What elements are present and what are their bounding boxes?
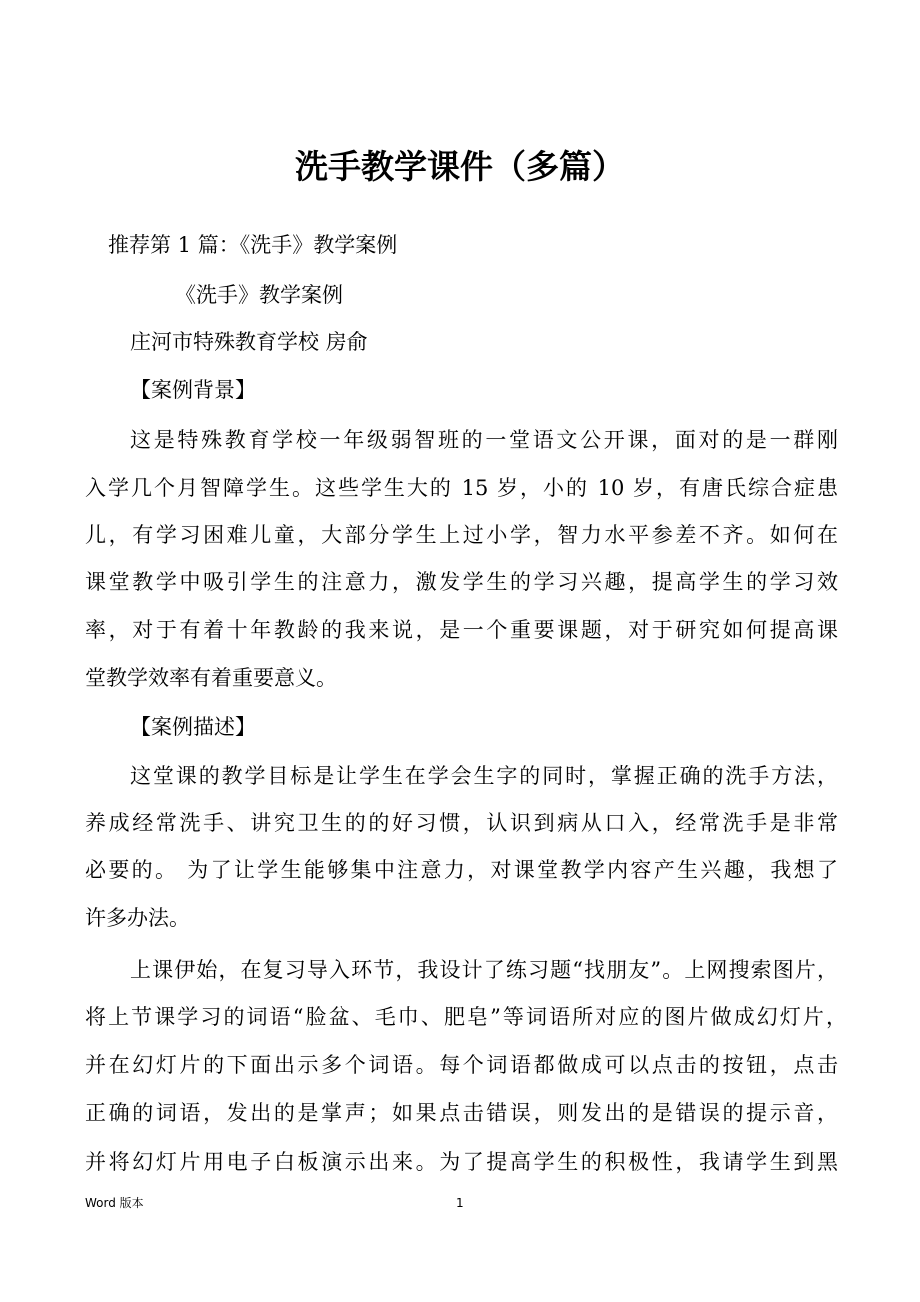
paragraph-line: 这堂课的教学目标是让学生在学会生字的同时，掌握正确的洗手方法， bbox=[130, 764, 838, 788]
paragraph-line: 入学几个月智障学生。这些学生大的 15 岁，小的 10 岁，有唐氏综合症患 bbox=[85, 476, 838, 500]
section-heading-description: 【案例描述】 bbox=[130, 715, 256, 739]
case-title: 《洗手》教学案例 bbox=[175, 283, 343, 307]
paragraph-line: 并将幻灯片用电子白板演示出来。为了提高学生的积极性，我请学生到黑 bbox=[85, 1150, 838, 1174]
paragraph-line: 儿，有学习困难儿童，大部分学生上过小学，智力水平参差不齐。如何在 bbox=[85, 523, 838, 547]
paragraph-line: 将上节课学习的词语“脸盆、毛巾、肥皂”等词语所对应的图片做成幻灯片， bbox=[85, 1005, 847, 1029]
paragraph-line: 并在幻灯片的下面出示多个词语。每个词语都做成可以点击的按钮，点击 bbox=[85, 1053, 838, 1077]
paragraph-line: 正确的词语，发出的是掌声；如果点击错误，则发出的是错误的提示音， bbox=[85, 1101, 838, 1125]
paragraph-line: 率，对于有着十年教龄的我来说，是一个重要课题，对于研究如何提高课 bbox=[85, 618, 838, 642]
footer-version-label: Word 版本 bbox=[85, 1196, 144, 1210]
paragraph-line: 课堂教学中吸引学生的注意力，激发学生的学习兴趣，提高学生的学习效 bbox=[85, 570, 838, 594]
paragraph-line: 堂教学效率有着重要意义。 bbox=[85, 666, 337, 690]
paragraph-line: 这是特殊教育学校一年级弱智班的一堂语文公开课，面对的是一群刚 bbox=[130, 428, 838, 452]
paragraph-line: 养成经常洗手、讲究卫生的的好习惯，认识到病从口入，经常洗手是非常 bbox=[85, 811, 838, 835]
document-title: 洗手教学课件（多篇） bbox=[295, 147, 625, 186]
author-line: 庄河市特殊教育学校 房俞 bbox=[130, 330, 368, 354]
paragraph-line: 必要的。 为了让学生能够集中注意力，对课堂教学内容产生兴趣，我想了 bbox=[85, 858, 838, 882]
footer-page-number: 1 bbox=[456, 1196, 464, 1210]
section-heading-background: 【案例背景】 bbox=[130, 378, 256, 402]
paragraph-line: 许多办法。 bbox=[85, 906, 190, 930]
paragraph-line: 上课伊始，在复习导入环节，我设计了练习题“找朋友”。上网搜索图片， bbox=[130, 958, 838, 982]
recommend-line: 推荐第 1 篇：《洗手》教学案例 bbox=[108, 233, 398, 257]
